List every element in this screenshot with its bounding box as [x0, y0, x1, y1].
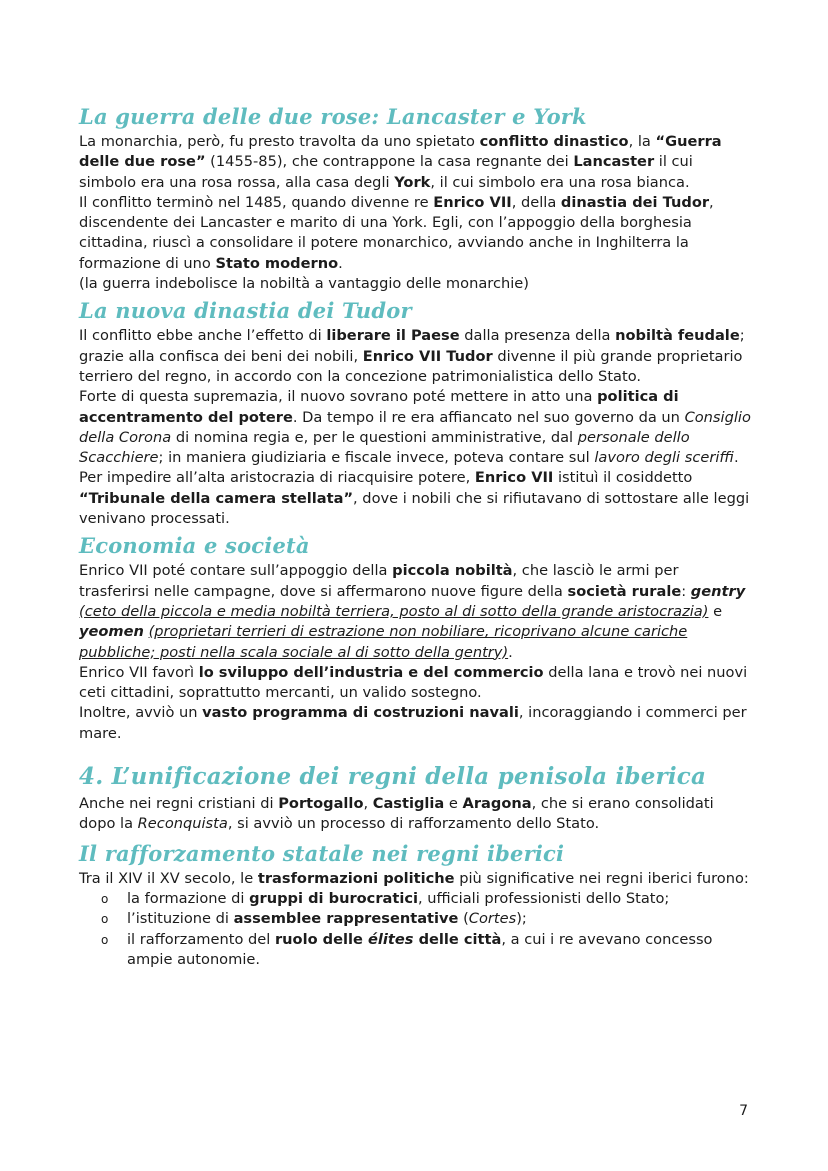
- paragraph: Forte di questa supremazia, il nuovo sovrano poté mettere in atto una politica di accentramento del potere. Da tempo il re era affiancato nel suo governo da un Consiglio della Corona di nomina regia e, per le questioni amministrative, dal personale dello Scacchiere; in maniera giudiziaria e fiscale invece, poteva contare sul lavoro degli sceriffi. Per impedire all’alta aristocrazia di riacquisire potere, Enrico VII istituì il cosiddetto “Tribunale della camera stellata”, dove i nobili che si rifiutavano di sottostare alle leggi venivano processati.: [79, 388, 751, 528]
- section-title-economy: Economia e società: [79, 533, 310, 559]
- note-paragraph: (la guerra indebolisce la nobiltà a vantaggio delle monarchie): [79, 275, 529, 293]
- paragraph: Il conflitto ebbe anche l’effetto di liberare il Paese dalla presenza della nobiltà feudale; grazie alla confisca dei beni dei nobili, Enrico VII Tudor divenne il più grande proprietario terriero del regno, in accordo con la concezione patrimonialistica dello Stato.: [79, 327, 745, 385]
- section-title-war-of-roses: La guerra delle due rose: Lancaster e York: [79, 104, 587, 129]
- paragraph: Inoltre, avviò un vasto programma di costruzioni navali, incoraggiando i commerci per mare.: [79, 704, 747, 742]
- paragraph: La monarchia, però, fu presto travolta da uno spietato conflitto dinastico, la “Guerra delle due rose” (1455-85), che contrappone la casa regnante dei Lancaster il cui simbolo era una rosa rossa, alla casa degli York, il cui simbolo era una rosa bianca.: [79, 133, 722, 191]
- paragraph: Enrico VII poté contare sull’appoggio della piccola nobiltà, che lasciò le armi per trasferirsi nelle campagne, dove si affermarono nuove figure della società rurale: gentry (ceto della piccola e media nobiltà terriera, posto al di sotto della grande aristocrazia) e yeomen (proprietari terrieri di estrazione non nobiliare, ricoprivano alcune cariche pubbliche; posti nella scala sociale al di sotto della gentry).: [79, 562, 746, 661]
- bullet-circle-icon: o: [101, 932, 109, 947]
- paragraph: Anche nei regni cristiani di Portogallo, Castiglia e Aragona, che si erano consolidati dopo la Reconquista, si avviò un processo di rafforzamento dello Stato.: [79, 795, 714, 833]
- bullet-list: [79, 889, 751, 970]
- bullet-circle-icon: o: [101, 891, 109, 906]
- paragraph: Tra il XIV il XV secolo, le trasformazioni politiche più significative nei regni iberici furono:: [79, 869, 749, 887]
- bullet-circle-icon: o: [101, 912, 109, 927]
- section-title-iberian-state: Il rafforzamento statale nei regni iberici: [79, 840, 565, 866]
- chapter-title-iberian-unification: 4. L’unificazione dei regni della penisola iberica: [79, 763, 707, 791]
- paragraph: Il conflitto terminò nel 1485, quando divenne re Enrico VII, della dinastia dei Tudor, discendente dei Lancaster e marito di una York. Egli, con l’appoggio della borghesia cittadina, riuscì a consolidare il potere monarchico, avviando anche in Inghilterra la formazione di uno Stato moderno.: [79, 193, 714, 272]
- page-number: 7: [739, 1103, 748, 1119]
- list-item: o la formazione di gruppi di burocratici, ufficiali professionisti dello Stato;: [101, 889, 751, 909]
- list-item: o l’istituzione di assemblee rappresentative (Cortes);: [101, 909, 751, 929]
- section-title-tudor: La nuova dinastia dei Tudor: [79, 298, 412, 324]
- list-item: o il rafforzamento del ruolo delle élites delle città, a cui i re avevano concesso ampie autonomie.: [101, 930, 713, 968]
- paragraph: Enrico VII favorì lo sviluppo dell’industria e del commercio della lana e trovò nei nuovi ceti cittadini, soprattutto mercanti, un valido sostegno.: [79, 663, 748, 702]
- document-page: [79, 104, 751, 970]
